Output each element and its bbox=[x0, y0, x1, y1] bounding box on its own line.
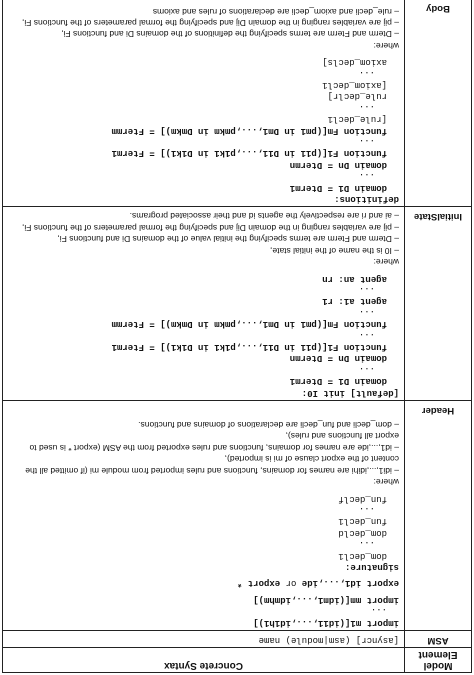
init-dots-3: ... bbox=[358, 307, 375, 318]
header-dots-1: ... bbox=[370, 606, 387, 617]
body-line-6: [rule_decl1 bbox=[327, 114, 387, 125]
init-bullet-4: – ai and ri are respectively the agents id and their associated programs. bbox=[129, 211, 399, 222]
body-line-7: rule_declr] bbox=[327, 91, 387, 102]
body-dots-1: ... bbox=[358, 171, 375, 182]
body-bullet-3: – rule_decli and axiom_decli are declarations of rules and axioms bbox=[152, 6, 399, 17]
body-line-1: definitions: bbox=[334, 194, 399, 205]
label-body: Body bbox=[405, 0, 472, 207]
syntax-asm bbox=[3, 630, 405, 647]
header-dom-1: dom_decl1 bbox=[338, 550, 387, 561]
header-bullet-2: – id1,...,ide are names for domains, functions and rules exported from the ASM (export * is used to export all functions and rules), bbox=[29, 431, 399, 453]
header-export-or: or bbox=[285, 578, 297, 589]
body-line-8: [axiom_decl1 bbox=[322, 80, 387, 91]
header-export-2: export * bbox=[236, 578, 281, 589]
row-body bbox=[3, 0, 472, 207]
header-bullet-1: – idi1,...,idihi are names for domains, functions and rules imported from module mi (if omitted all the content of the export clause of mi is imported), bbox=[25, 454, 399, 476]
header-import-1: import m1[(id11,...,id1h1)] bbox=[253, 617, 399, 628]
header-import-2: import mm[(idm1,...,idmhm)] bbox=[253, 594, 399, 605]
init-line-3: domain Dn = Dtermn bbox=[289, 353, 387, 364]
body-line-3: domain Dn = Dtermn bbox=[289, 159, 387, 170]
header-export-1: export id1,...,ide bbox=[301, 578, 399, 589]
init-bullet-3: – pij are variables ranging in the domain Dij and specifying the formal parameters of the functions Fi, bbox=[21, 222, 399, 233]
init-line-6: agent a1: r1 bbox=[322, 296, 387, 307]
init-line-7: agent an: rn bbox=[322, 273, 387, 284]
syntax-table bbox=[2, 0, 472, 673]
init-line-1: [default] init I0: bbox=[301, 387, 399, 398]
body-bullet-1: – Dterm and Fterm are terms specifying the definitions of the domains Di and functions Fi, bbox=[61, 29, 399, 40]
asm-line: [asyncr] (asm|module) name bbox=[258, 635, 399, 645]
header-dots-2: ... bbox=[358, 539, 375, 550]
init-dots-2: ... bbox=[358, 330, 375, 341]
table-header-row bbox=[3, 648, 472, 673]
label-initial-state: InitialState bbox=[405, 207, 472, 401]
init-line-4: function F1[(p11 in D11,...,p1k1 in D1k1)] = Fterm1 bbox=[111, 341, 387, 352]
body-line-4: function F1[(p11 in D11,...,p1k1 in D1k1)] = Fterm1 bbox=[111, 148, 387, 159]
header-fun-2: fun_declf bbox=[338, 493, 387, 504]
init-line-5: function Fm[(pm1 in Dm1,...,pmkm in Dmkm)] = Ftermm bbox=[111, 319, 387, 330]
syntax-body bbox=[3, 0, 405, 207]
header-concrete-syntax: Concrete Syntax bbox=[3, 648, 405, 673]
header-signature: signature: bbox=[344, 561, 399, 572]
init-line-2: domain D1 = Dterm1 bbox=[289, 376, 387, 387]
header-dots-3: ... bbox=[358, 504, 375, 515]
header-dom-2: dom_decld bbox=[338, 527, 387, 538]
row-initial-state bbox=[3, 207, 472, 401]
header-bullet-3: – dom_decli and fun_decli are declarations of domains and functions. bbox=[138, 420, 399, 431]
header-where: where: bbox=[373, 477, 399, 488]
init-bullet-1: – I0 is the name of the initial state, bbox=[270, 245, 399, 256]
header-fun-1: fun_decl1 bbox=[338, 516, 387, 527]
body-dots-4: ... bbox=[358, 68, 375, 79]
body-bullet-2: – pij are variables ranging in the domain Dij and specifying the formal parameters of the functions Fi, bbox=[21, 18, 399, 28]
syntax-initial-state bbox=[3, 207, 405, 401]
header-export-line bbox=[7, 577, 399, 588]
body-dots-2: ... bbox=[358, 137, 375, 148]
syntax-header bbox=[3, 400, 405, 630]
init-dots-4: ... bbox=[358, 284, 375, 295]
init-dots-1: ... bbox=[358, 364, 375, 375]
init-bullet-2: – Dterm and Fterm are terms specifying the initial value of the domains Di and functions Fi, bbox=[57, 234, 399, 245]
body-line-2: domain D1 = Dterm1 bbox=[289, 182, 387, 193]
init-where: where: bbox=[373, 257, 399, 268]
body-line-5: function Fm[(pm1 in Dm1,...,pmkm in Dmkm)] = Ftermm bbox=[111, 125, 387, 136]
label-asm: ASM bbox=[405, 630, 472, 647]
body-dots-3: ... bbox=[358, 102, 375, 113]
body-where: where: bbox=[373, 40, 399, 51]
row-header bbox=[3, 400, 472, 630]
header-model-element: Model Element bbox=[405, 648, 472, 673]
row-asm bbox=[3, 630, 472, 647]
body-line-9: axiom_decls] bbox=[322, 57, 387, 68]
label-header: Header bbox=[405, 400, 472, 630]
